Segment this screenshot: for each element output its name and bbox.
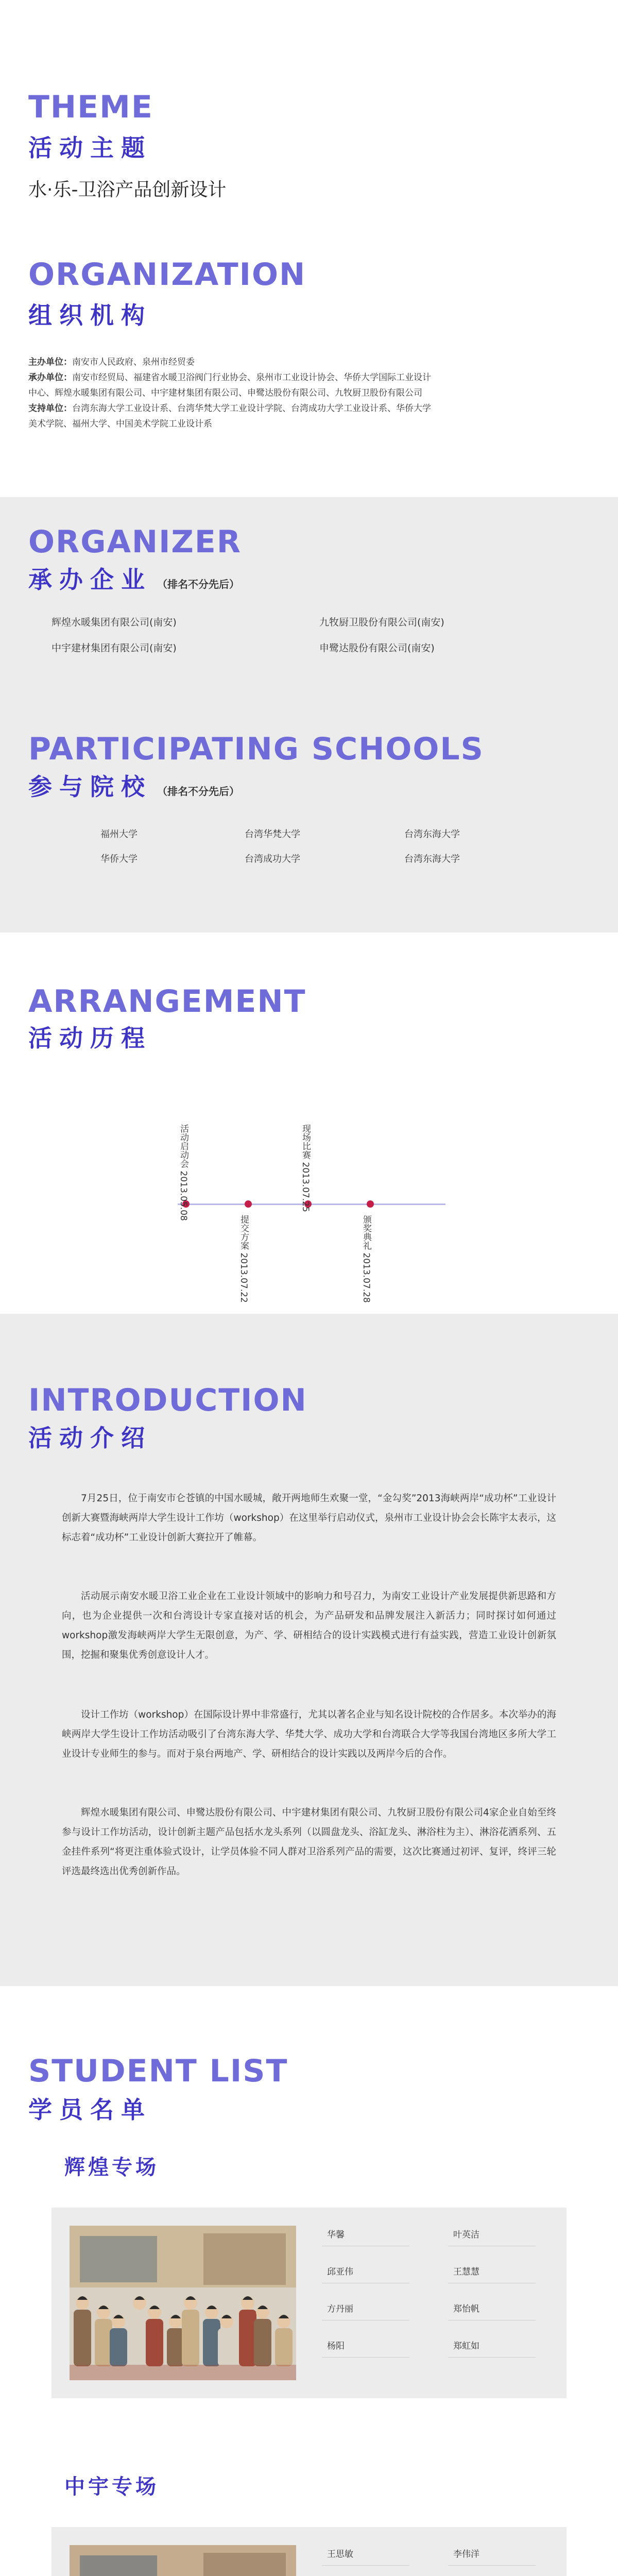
organizer-item: 辉煌水暖集团有限公司(南安) xyxy=(52,617,177,628)
event-title: 提交方案 xyxy=(238,1215,249,1250)
organizer-en-title: ORGANIZER xyxy=(28,524,242,560)
schools-cn-title xyxy=(28,773,239,801)
group-title: 中宇专场 xyxy=(64,2475,159,2499)
organizer-item: 申鹭达股份有限公司(南安) xyxy=(319,642,435,654)
organizer-cn-title xyxy=(28,566,239,594)
event-date: 2013.05.08 xyxy=(178,1171,188,1221)
student-name: 杨阳 xyxy=(327,2341,345,2351)
org-line-text: 南安市经贸局、福建省水暖卫浴阀门行业协会、泉州市工业设计协会、华侨大学国际工业设计 xyxy=(72,372,431,383)
theme-subtitle: 水·乐-卫浴产品创新设计 xyxy=(28,179,227,200)
organization-line xyxy=(28,401,431,416)
school-item: 台湾东海大学 xyxy=(404,829,460,840)
event-title: 颁奖典礼 xyxy=(361,1215,371,1250)
school-item: 台湾成功大学 xyxy=(245,854,300,865)
school-item: 华侨大学 xyxy=(100,854,138,865)
schools-note: （排名不分先后） xyxy=(157,785,239,798)
event-title: 现场比赛 xyxy=(300,1124,311,1159)
timeline-event-4 xyxy=(360,1215,372,1303)
organization-cn-title: 组织机构 xyxy=(28,301,152,329)
timeline-event-3 xyxy=(300,1124,311,1212)
organizer-note: （排名不分先后） xyxy=(157,578,239,590)
group-box xyxy=(52,2208,566,2398)
organization-line xyxy=(28,354,431,370)
timeline-event-2 xyxy=(238,1215,249,1303)
organizer-cn-text: 承办企业 xyxy=(28,566,152,594)
group-box xyxy=(52,2527,566,2576)
introduction-section xyxy=(0,1314,618,1986)
org-line-label: 承办单位： xyxy=(28,372,72,383)
student-name: 李伟洋 xyxy=(453,2549,479,2560)
student-name: 郑虹如 xyxy=(453,2341,479,2351)
introduction-en-title: INTRODUCTION xyxy=(28,1382,307,1418)
event-date: 2013.07.25 xyxy=(300,1162,311,1212)
students-en-title: STUDENT LIST xyxy=(28,2053,288,2089)
student-name: 王慧慧 xyxy=(453,2267,479,2277)
timeline-line xyxy=(178,1204,445,1205)
group-title: 辉煌专场 xyxy=(64,2156,159,2179)
name-divider xyxy=(448,2357,536,2358)
intro-paragraph: 设计工作坊（workshop）在国际设计界中非常盛行，尤其以著名企业与知名设计院校的合作居多。本次举办的海峡两岸大学生设计工作坊活动吸引了台湾东海大学、华梵大学、成功大学和台湾联合大学等我国台湾地区多所大学工业设计专业师生的参与。而对于泉台两地产、学、研相结合的设计实践以及两岸今后的合作。 xyxy=(62,1709,556,1759)
event-title: 活动启动会 xyxy=(178,1124,188,1168)
org-line-label: 主办单位： xyxy=(28,357,72,367)
introduction-cn-title: 活动介绍 xyxy=(28,1424,152,1452)
group-photo xyxy=(70,2545,296,2576)
theme-en-title: THEME xyxy=(28,89,153,125)
timeline-dot xyxy=(245,1200,252,1208)
student-name: 王思敏 xyxy=(327,2549,353,2560)
name-divider xyxy=(448,2565,536,2566)
student-name: 邱亚伟 xyxy=(327,2267,353,2277)
org-line-text: 美术学院、福州大学、中国美术学院工业设计系 xyxy=(28,419,212,429)
theme-section xyxy=(0,0,618,216)
arrangement-en-title: ARRANGEMENT xyxy=(28,984,306,1020)
school-item: 福州大学 xyxy=(100,829,138,840)
name-divider xyxy=(322,2565,409,2566)
org-line-label: 支持单位： xyxy=(28,403,72,414)
arrangement-section xyxy=(0,933,618,1314)
student-name: 叶英洁 xyxy=(453,2230,479,2240)
intro-paragraph: 7月25日，位于南安市仑苍镇的中国水暖城，敞开两地师生欢聚一堂，“金勾奖”2013海峡两岸“成功杯”工业设计创新大赛暨海峡两岸大学生设计工作坊（workshop）在这里举行启动仪式，泉州市工业设计协会会长陈宇太表示，这标志着“成功杯”工业设计创新大赛拉开了帷幕。 xyxy=(62,1493,556,1543)
student-name: 华馨 xyxy=(327,2230,345,2240)
event-date: 2013.07.28 xyxy=(361,1252,371,1303)
student-name: 方丹丽 xyxy=(327,2304,353,2314)
organization-line xyxy=(28,416,431,432)
organization-en-title: ORGANIZATION xyxy=(28,257,306,293)
organizer-schools-section xyxy=(0,497,618,933)
timeline-event-1 xyxy=(178,1124,189,1221)
group-photo xyxy=(70,2226,296,2380)
intro-paragraph: 活动展示南安水暖卫浴工业企业在工业设计领域中的影响力和号召力，为南安工业设计产业发展提供新思路和方向，也为企业提供一次和台湾设计专家直接对话的机会，为产品研发和品牌发展注入新活力；同时探讨如何通过workshop激发海峡两岸大学生无限创意，为产、学、研相结合的设计实践模式进行有益实践，营造工业设计创新氛围，挖掘和聚集优秀创意设计人才。 xyxy=(62,1591,556,1660)
organization-section xyxy=(0,216,618,497)
students-section xyxy=(0,1986,618,2576)
students-cn-title: 学员名单 xyxy=(28,2096,152,2124)
intro-paragraph: 辉煌水暖集团有限公司、申鹭达股份有限公司、中宇建材集团有限公司、九牧厨卫股份有限公司4家企业自始至终参与设计工作坊活动，设计创新主题产品包括水龙头系列（以圆盘龙头、浴缸龙头、淋浴柱为主）、淋浴花洒系列、五金挂件系列“将更注重体验式设计，让学员体验不同人群对卫浴系列产品的需要，这次比赛通过初评、复评，终评三轮评选最终选出优秀创新作品。 xyxy=(62,1807,556,1877)
timeline-dot xyxy=(367,1200,374,1208)
school-item: 台湾东海大学 xyxy=(404,854,460,865)
student-name: 郑怡帆 xyxy=(453,2304,479,2314)
org-line-text: 南安市人民政府、泉州市经贸委 xyxy=(72,357,195,367)
organization-lines xyxy=(28,354,431,432)
organizer-item: 中宇建材集团有限公司(南安) xyxy=(52,642,177,654)
org-line-text: 中心、辉煌水暖集团有限公司、中宇建材集团有限公司、申鹭达股份有限公司、九牧厨卫股份有限公司 xyxy=(28,388,422,398)
schools-cn-text: 参与院校 xyxy=(28,773,152,801)
organizer-item: 九牧厨卫股份有限公司(南安) xyxy=(319,617,444,628)
organization-line xyxy=(28,370,431,385)
org-line-text: 台湾东海大学工业设计系、台湾华梵大学工业设计学院、台湾成功大学工业设计系、华侨大学 xyxy=(72,403,431,414)
arrangement-cn-title: 活动历程 xyxy=(28,1024,152,1052)
schools-en-title: PARTICIPATING SCHOOLS xyxy=(28,731,484,767)
organization-line xyxy=(28,385,431,401)
school-item: 台湾华梵大学 xyxy=(245,829,300,840)
name-divider xyxy=(322,2357,409,2358)
theme-cn-title: 活动主题 xyxy=(28,134,152,162)
event-date: 2013.07.22 xyxy=(238,1252,249,1303)
